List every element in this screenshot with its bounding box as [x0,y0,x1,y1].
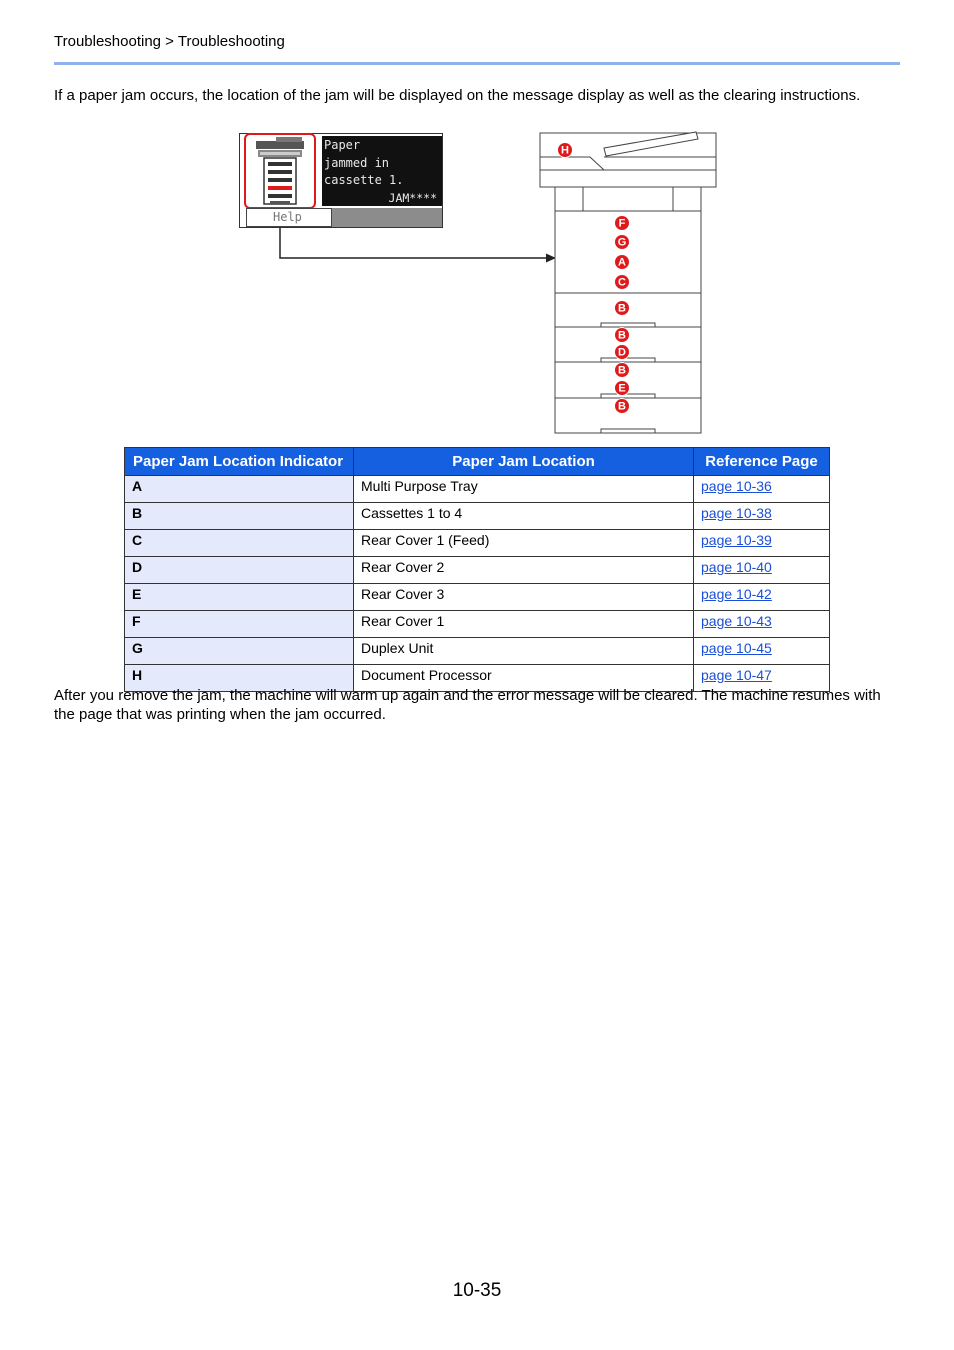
page-number: 10-35 [452,1280,502,1301]
location-cell: Cassettes 1 to 4 [354,503,694,530]
table-header-row [125,448,830,476]
badge-label: F [618,217,626,230]
table-row [125,476,830,503]
table-row [125,557,830,584]
badge-label: B [618,364,626,377]
reference-page-link[interactable]: page 10-42 [701,586,772,602]
jam-code: JAM**** [388,190,437,205]
reference-page-link[interactable]: page 10-43 [701,613,772,629]
jam-location-badge [615,345,630,360]
jam-location-badge [615,328,630,343]
indicator-cell: E [125,584,354,611]
badge-label: H [561,144,569,157]
table-row [125,611,830,638]
reference-page-link[interactable]: page 10-47 [701,667,772,683]
reference-cell [694,476,830,503]
location-cell: Multi Purpose Tray [354,476,694,503]
badge-label: G [617,236,627,249]
reference-page-link[interactable]: page 10-45 [701,640,772,656]
location-cell: Rear Cover 3 [354,584,694,611]
location-cell: Rear Cover 1 [354,611,694,638]
badge-label: D [618,346,626,359]
table-row [125,638,830,665]
badge-label: B [618,329,626,342]
table-row [125,530,830,557]
indicator-cell: C [125,530,354,557]
reference-page-link[interactable]: page 10-38 [701,505,772,521]
reference-page-link[interactable]: page 10-39 [701,532,772,548]
location-cell: Rear Cover 2 [354,557,694,584]
indicator-cell: G [125,638,354,665]
jam-location-badge [558,143,573,158]
message-line: Paper [324,138,361,152]
indicator-cell: B [125,503,354,530]
machine-diagram [0,0,954,440]
column-header: Paper Jam Location Indicator [125,448,354,476]
location-cell: Rear Cover 1 (Feed) [354,530,694,557]
reference-cell [694,557,830,584]
jam-location-badge [615,363,630,378]
column-header: Reference Page [694,448,830,476]
help-button[interactable]: Help [246,208,332,227]
document-processor [540,133,716,187]
jam-location-badge [615,255,630,270]
jam-location-badge [615,235,630,250]
table-row [125,584,830,611]
outro-paragraph: After you remove the jam, the machine will warm up again and the error message will be cleared. The machine resumes with the page that was printing when the jam occurred. [54,687,881,723]
reference-cell [694,584,830,611]
jam-location-badge [615,275,630,290]
jam-location-badge [615,216,630,231]
indicator-cell: D [125,557,354,584]
location-cell: Document Processor [354,665,694,692]
badge-label: C [618,276,626,289]
table-row [125,503,830,530]
reference-page-link[interactable]: page 10-40 [701,559,772,575]
badge-label: E [618,382,626,395]
location-cell: Duplex Unit [354,638,694,665]
reference-cell [694,638,830,665]
message-line: jammed in [324,155,390,170]
connector-line [280,228,548,258]
intro-paragraph: If a paper jam occurs, the location of the jam will be displayed on the message display as well as the clearing instructions. [54,87,861,104]
reference-cell [694,530,830,557]
badge-label: A [618,256,626,269]
badge-label: B [618,400,626,413]
indicator-cell: A [125,476,354,503]
reference-cell [694,611,830,638]
message-line: cassette 1. [324,173,404,187]
reference-cell [694,503,830,530]
jam-location-table [124,447,830,692]
jam-location-badge [615,399,630,414]
badge-label: B [618,302,626,315]
indicator-cell: H [125,665,354,692]
jam-location-badge [615,301,630,316]
reference-page-link[interactable]: page 10-36 [701,478,772,494]
jam-location-badge [615,381,630,396]
indicator-cell: F [125,611,354,638]
column-header: Paper Jam Location [354,448,694,476]
breadcrumb: Troubleshooting > Troubleshooting [54,33,285,50]
